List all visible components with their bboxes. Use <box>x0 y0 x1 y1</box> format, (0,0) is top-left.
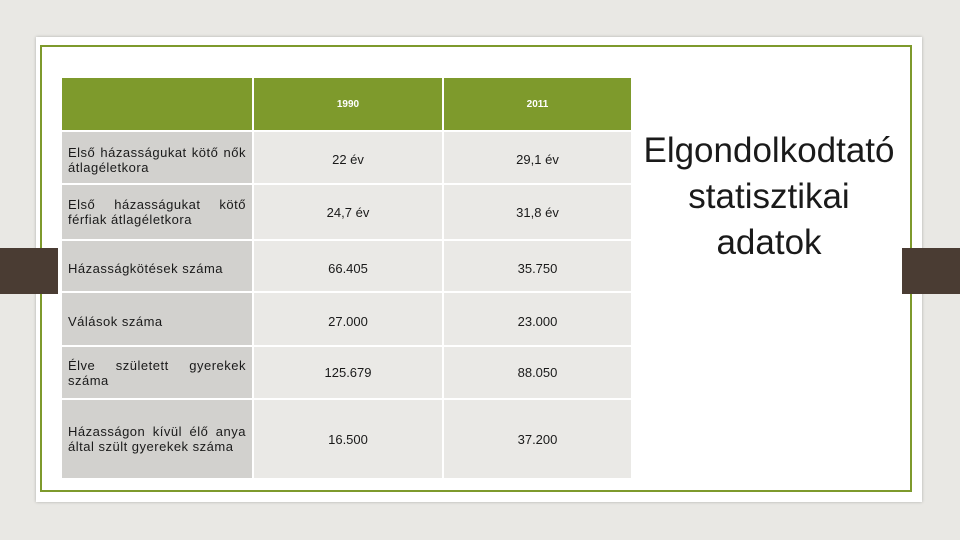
value-2011: 88.050 <box>443 346 632 399</box>
value-1990: 22 év <box>253 131 443 184</box>
value-2011: 23.000 <box>443 292 632 346</box>
value-1990: 27.000 <box>253 292 443 346</box>
table-row <box>61 240 632 292</box>
title-line: adatok <box>716 223 822 262</box>
value-1990: 16.500 <box>253 399 443 479</box>
title-line: statisztikai <box>688 177 850 216</box>
title-line: Elgondolkodtató <box>643 131 895 170</box>
table-row <box>61 131 632 184</box>
statistics-table <box>60 76 633 480</box>
value-2011: 35.750 <box>443 240 632 292</box>
row-label: Házasságon kívül élő anya által szült gyerekek száma <box>61 399 253 479</box>
table-header-row <box>61 77 632 131</box>
table-row <box>61 346 632 399</box>
value-1990: 125.679 <box>253 346 443 399</box>
header-year-1990: 1990 <box>253 77 443 131</box>
value-2011: 37.200 <box>443 399 632 479</box>
row-label: Első házasságukat kötő férfiak átlagéletkora <box>61 184 253 240</box>
table-row <box>61 292 632 346</box>
header-empty-cell <box>61 77 253 131</box>
row-label: Élve született gyerekek száma <box>61 346 253 399</box>
table-row <box>61 184 632 240</box>
slide-title <box>626 128 912 266</box>
row-label: Válások száma <box>61 292 253 346</box>
row-label: Házasságkötések száma <box>61 240 253 292</box>
value-1990: 66.405 <box>253 240 443 292</box>
value-1990: 24,7 év <box>253 184 443 240</box>
value-2011: 31,8 év <box>443 184 632 240</box>
value-2011: 29,1 év <box>443 131 632 184</box>
left-decorative-tab <box>0 248 58 294</box>
table-row <box>61 399 632 479</box>
header-year-2011: 2011 <box>443 77 632 131</box>
row-label: Első házasságukat kötő nők átlagéletkora <box>61 131 253 184</box>
